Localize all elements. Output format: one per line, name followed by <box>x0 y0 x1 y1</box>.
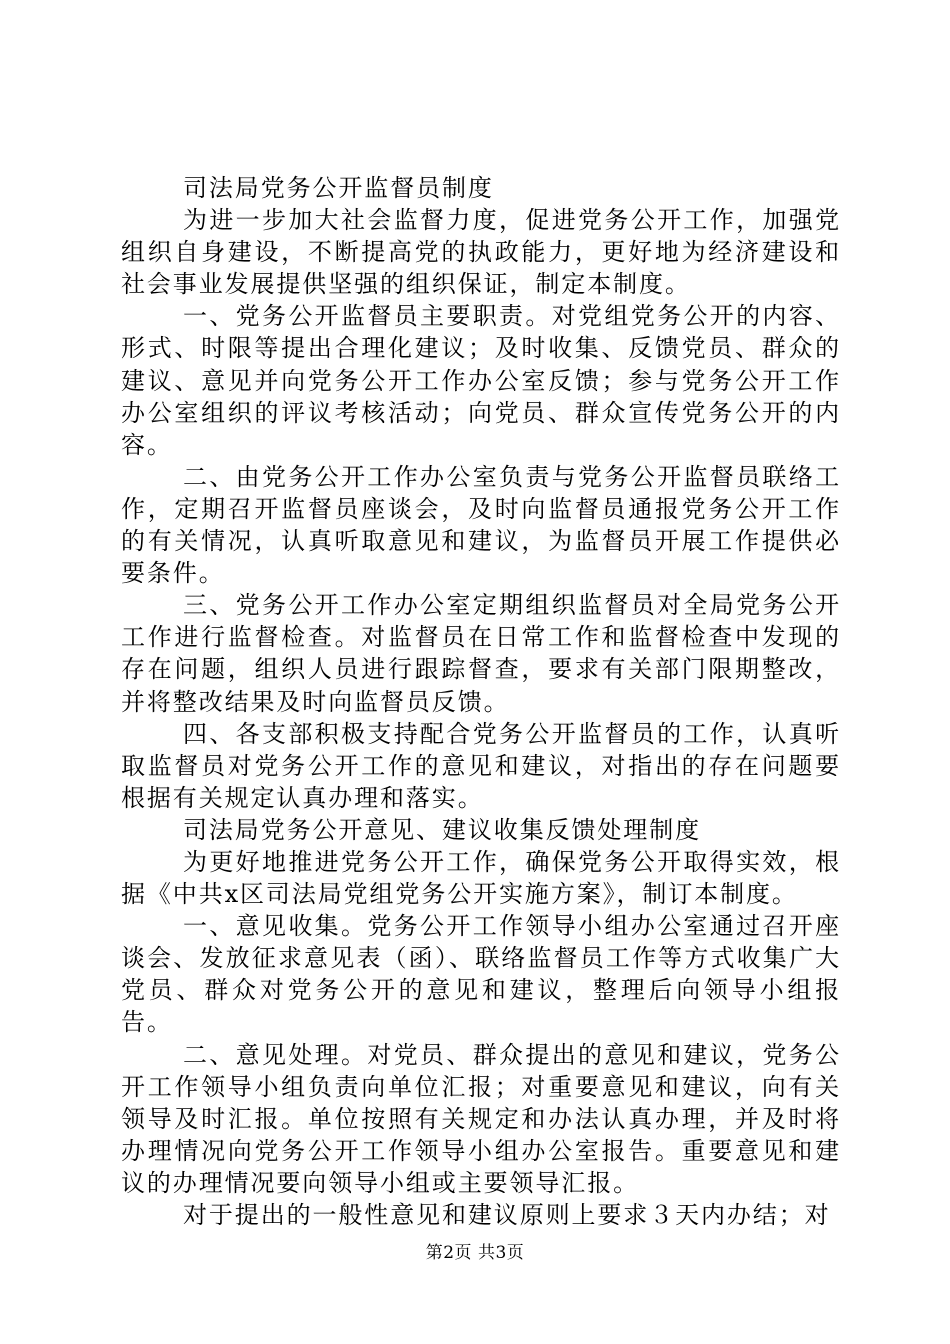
section-title-feedback-system: 司法局党务公开意见、建议收集反馈处理制度 <box>183 815 701 844</box>
paragraph-feedback-purpose: 为更好地推进党务公开工作，确保党务公开取得实效，根据《中共x区司法局党组党务公开实施方案》，制订本制度。 <box>121 847 841 909</box>
paragraph-purpose: 为进一步加大社会监督力度，促进党务公开工作，加强党组织自身建设，不断提高党的执政能力，更好地为经济建设和社会事业发展提供坚强的组织保证，制定本制度。 <box>121 206 841 299</box>
paragraph-item-2-liaison: 二、由党务公开工作办公室负责与党务公开监督员联络工作，定期召开监督员座谈会，及时向监督员通报党务公开工作的有关情况，认真听取意见和建议，为监督员开展工作提供必要条件。 <box>121 462 841 588</box>
paragraph-item-4-support: 四、各支部积极支持配合党务公开监督员的工作，认真听取监督员对党务公开工作的意见和建议，对指出的存在问题要根据有关规定认真办理和落实。 <box>121 719 841 812</box>
paragraph-item-1-duties: 一、党务公开监督员主要职责。对党组党务公开的内容、形式、时限等提出合理化建议；及时收集、反馈党员、群众的建议、意见并向党务公开工作办公室反馈；参与党务公开工作办公室组织的评议考核活动；向党员、群众宣传党务公开的内容。 <box>121 302 841 459</box>
paragraph-item-3-inspection: 三、党务公开工作办公室定期组织监督员对全局党务公开工作进行监督检查。对监督员在日常工作和监督检查中发现的存在问题，组织人员进行跟踪督查，要求有关部门限期整改，并将整改结果及时向监督员反馈。 <box>121 591 841 716</box>
paragraph-opinion-handling: 二、意见处理。对党员、群众提出的意见和建议，党务公开工作领导小组负责向单位汇报；对重要意见和建议，向有关领导及时汇报。单位按照有关规定和办法认真办理，并及时将办理情况向党务公开工作领导小组办公室报告。重要意见和建议的办理情况要向领导小组或主要领导汇报。 <box>121 1040 841 1197</box>
section-title-supervisor-system: 司法局党务公开监督员制度 <box>183 174 494 202</box>
document-body <box>121 172 841 1231</box>
paragraph-deadline: 对于提出的一般性意见和建议原则上要求３天内办结；对 <box>183 1201 831 1229</box>
paragraph-opinion-collection: 一、意见收集。党务公开工作领导小组办公室通过召开座谈会、发放征求意见表（函）、联络监督员工作等方式收集广大党员、群众对党务公开的意见和建议，整理后向领导小组报告。 <box>121 912 841 1037</box>
page-number-footer: 第2页 共3页 <box>425 1243 525 1263</box>
